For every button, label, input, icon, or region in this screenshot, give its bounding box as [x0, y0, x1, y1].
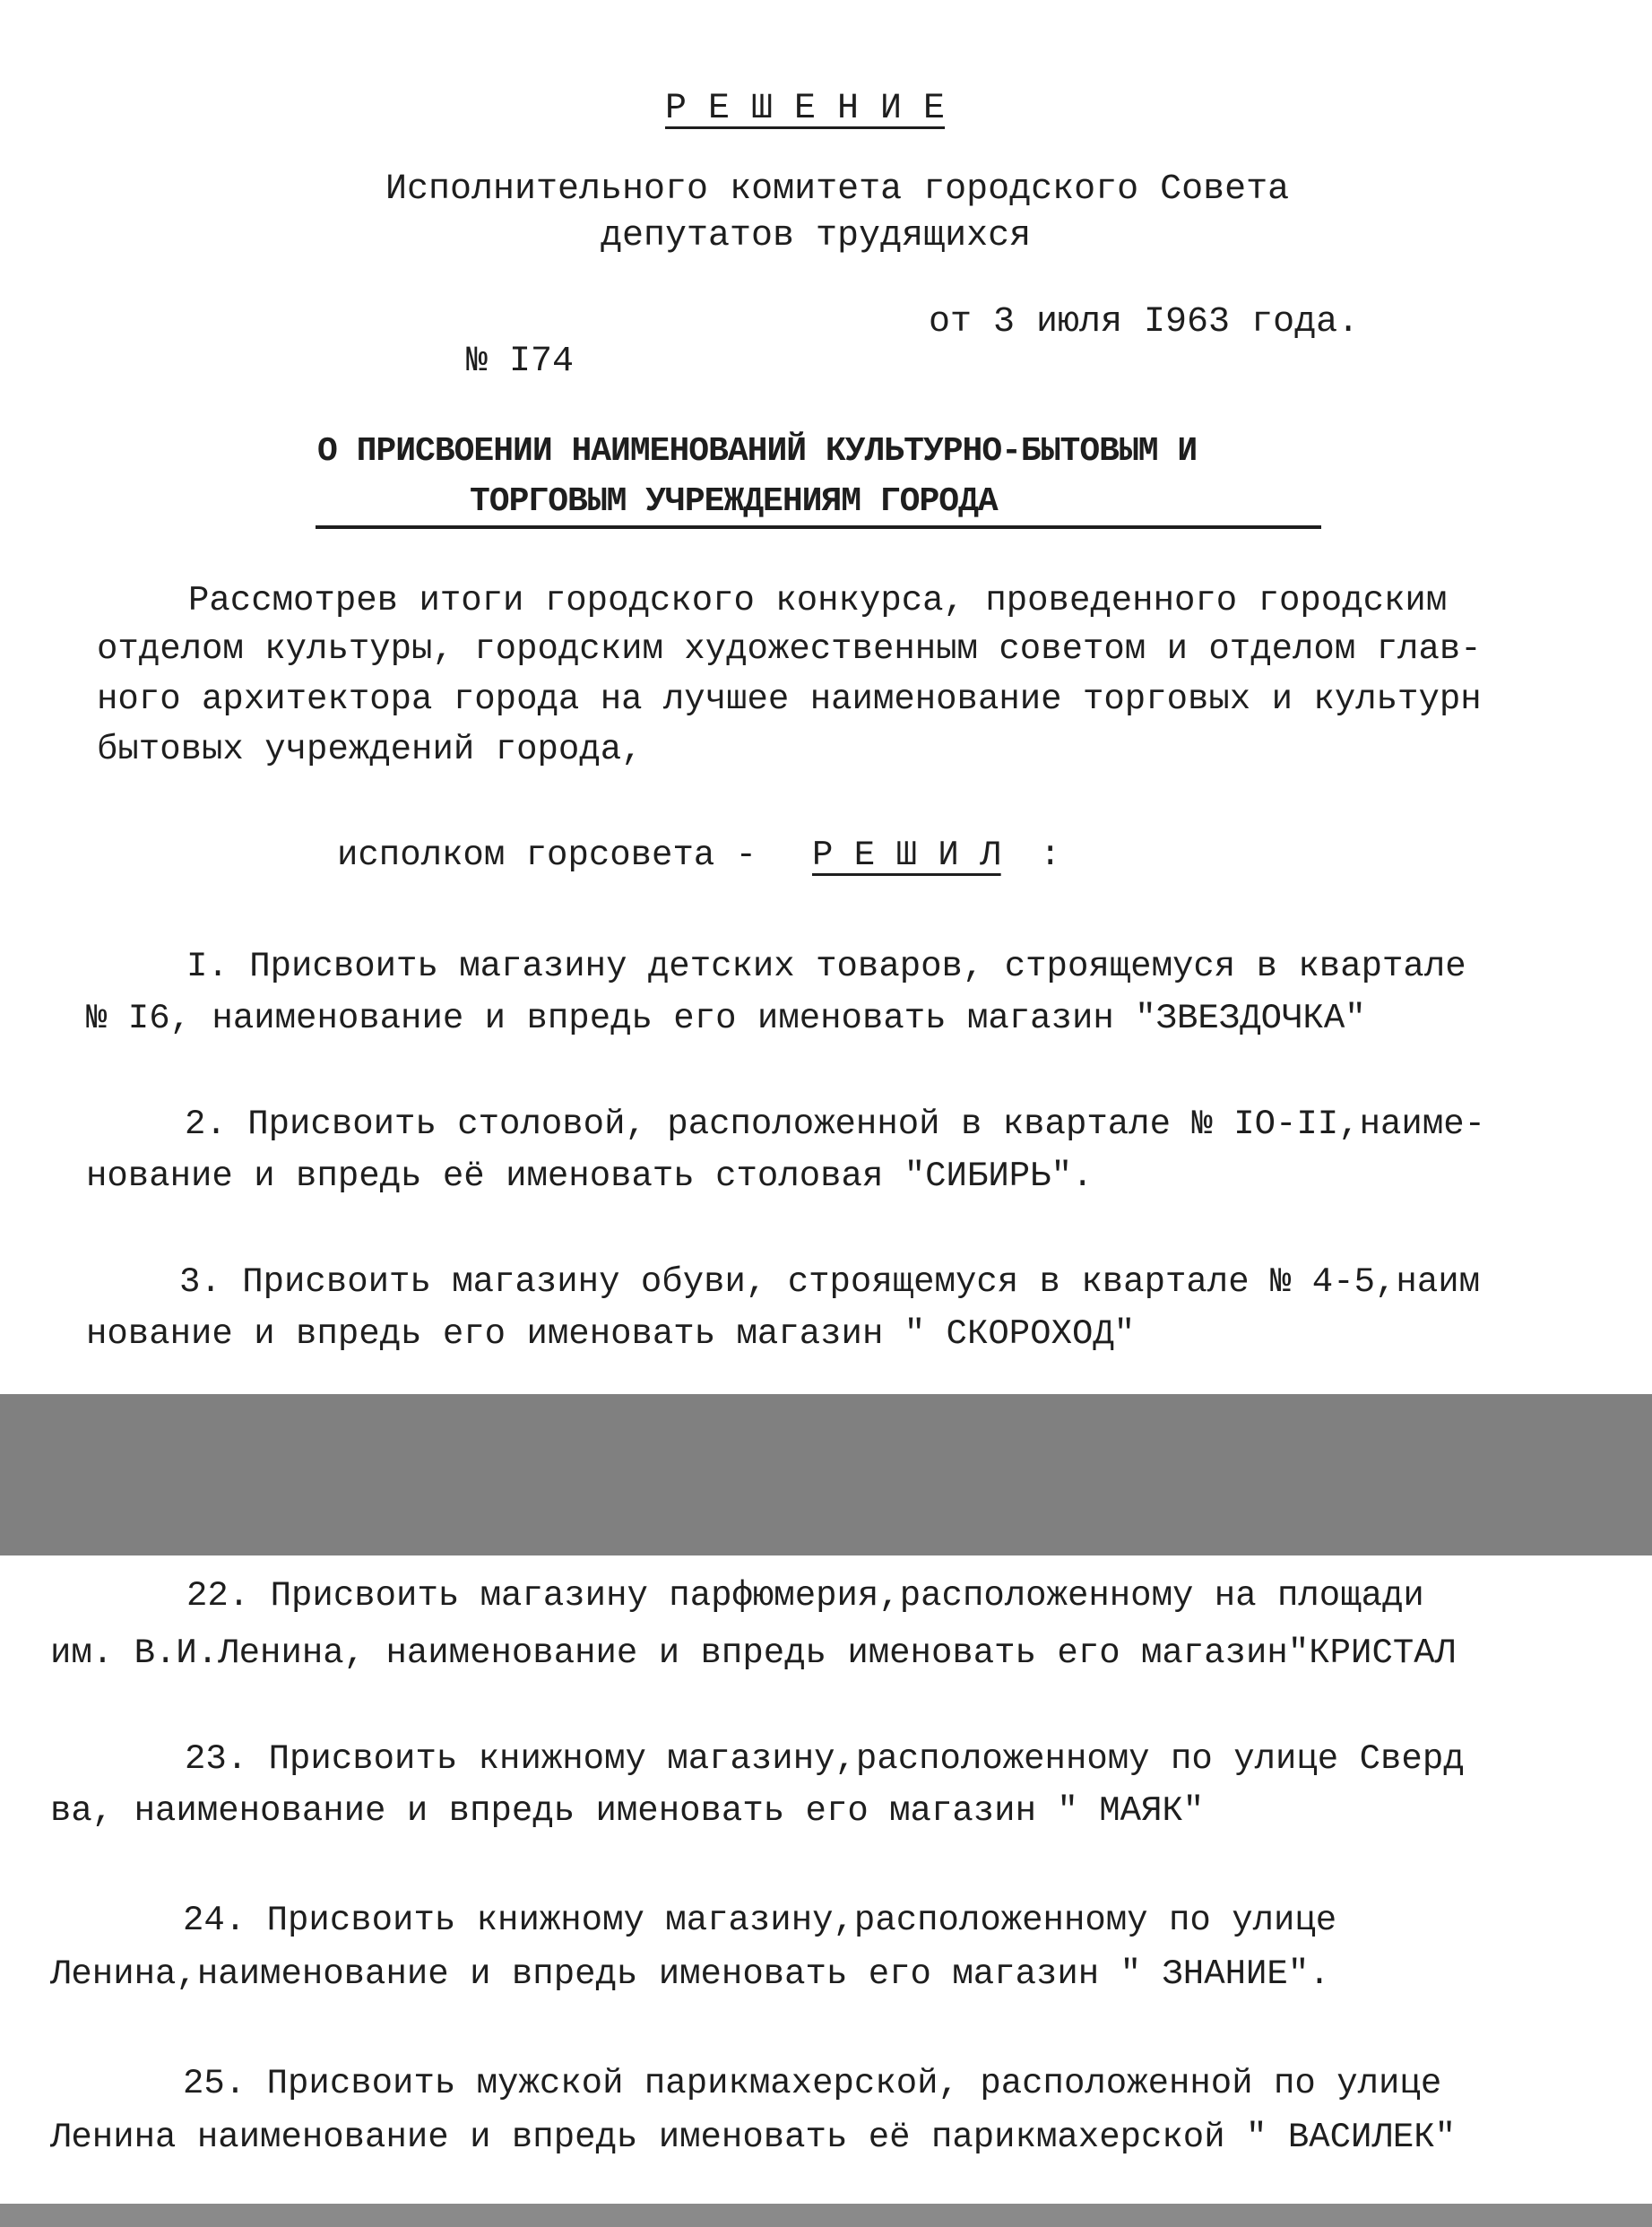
- item-25-line-1: 25. Присвоить мужской парикмахерской, расположенной по улице: [183, 2064, 1442, 2103]
- item-1-line-2: № I6, наименование и впредь его именовать магазин "ЗВЕЗДОЧКА": [86, 999, 1366, 1038]
- item-3-line-1: 3. Присвоить магазину обуви, строящемуся в квартале № 4-5,наим: [179, 1262, 1481, 1302]
- preamble-line-2: отделом культуры, городским художественным советом и отделом глав-: [97, 629, 1482, 669]
- resolution-colon: :: [1040, 836, 1061, 875]
- item-2-line-2: нование и впредь её именовать столовая "СИБИРЬ".: [86, 1157, 1094, 1196]
- document-type-heading: Р Е Ш Е Н И Е: [665, 89, 946, 129]
- item-1-line-1: I. Присвоить магазину детских товаров, строящемуся в квартале: [186, 947, 1466, 986]
- preamble-line-1: Рассмотрев итоги городского конкурса, проведенного городским: [188, 581, 1448, 620]
- preamble-line-3: ного архитектора города на лучшее наименование торговых и культурн: [97, 680, 1482, 719]
- item-25-line-2: Ленина наименование и впредь именовать её парикмахерской " ВАСИЛЕК": [50, 2118, 1457, 2157]
- issuer-line-1: Исполнительного комитета городского Совета: [385, 169, 1290, 210]
- resolution-verb: Р Е Ш И Л: [812, 836, 1001, 875]
- resolution-lead: исполком горсовета -: [337, 836, 757, 875]
- subject-line-1: О ПРИСВОЕНИИ НАИМЕНОВАНИЙ КУЛЬТУРНО-БЫТОВЫМ И: [317, 432, 1198, 471]
- decision-date: от 3 июля I963 года.: [929, 302, 1360, 342]
- item-3-line-2: нование и впредь его именовать магазин " СКОРОХОД": [86, 1314, 1136, 1354]
- bottom-edge-strip: [0, 2204, 1652, 2227]
- issuer-line-2: депутатов трудящихся: [601, 216, 1032, 256]
- preamble-line-4: бытовых учреждений города,: [97, 730, 643, 769]
- decision-number: № I74: [466, 342, 575, 382]
- omitted-section-band: [0, 1394, 1652, 1555]
- item-24-line-1: 24. Присвоить книжному магазину,расположенному по улице: [183, 1901, 1337, 1940]
- subject-underline: [316, 525, 1321, 529]
- item-23-line-2: ва, наименование и впредь именовать его магазин " МАЯК": [50, 1791, 1205, 1831]
- item-22-line-1: 22. Присвоить магазину парфюмерия,расположенному на площади: [186, 1576, 1424, 1616]
- item-2-line-1: 2. Присвоить столовой, расположенной в квартале № IO-II,наиме-: [185, 1105, 1486, 1144]
- item-24-line-2: Ленина,наименование и впредь именовать его магазин " ЗНАНИЕ".: [50, 1954, 1330, 1994]
- item-23-line-1: 23. Присвоить книжному магазину,расположенному по улице Сверд: [185, 1739, 1465, 1779]
- item-22-line-2: им. В.И.Ленина, наименование и впредь именовать его магазин"КРИСТАЛ: [50, 1633, 1457, 1673]
- subject-line-2: ТОРГОВЫМ УЧРЕЖДЕНИЯМ ГОРОДА: [470, 482, 998, 521]
